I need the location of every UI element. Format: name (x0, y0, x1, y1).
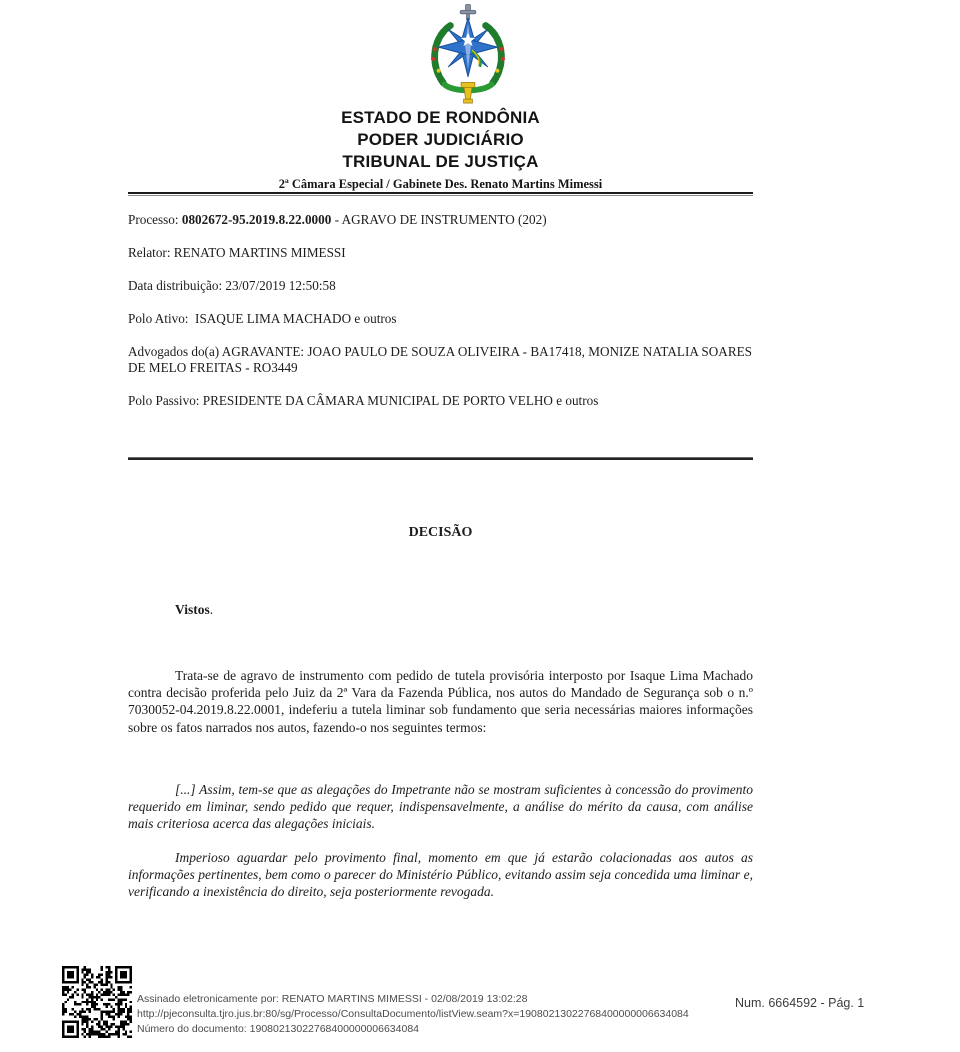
case-info-block (128, 212, 756, 426)
polo-passivo-line: Polo Passivo: PRESIDENTE DA CÂMARA MUNICIPAL DE PORTO VELHO e outros (128, 393, 599, 408)
processo-label: Processo: (128, 212, 182, 227)
header-chamber-line: 2ª Câmara Especial / Gabinete Des. Renato Martins Mimessi (278, 177, 603, 191)
document-header (128, 107, 753, 192)
quoted-paragraph-2: Imperioso aguardar pelo provimento final, momento em que já estarão colacionadas aos autos as informações pertinentes, bem como o parecer do Ministério Público, evitando assim seja concedida uma liminar e, verificando a inexistência do direito, seja posteriormente revogada. (128, 850, 753, 900)
processo-line (128, 212, 753, 228)
quoted-paragraph-1: [...] Assim, tem-se que as alegações do Impetrante não se mostram suficientes à concessão do provimento requerido em liminar, sendo pedido que requer, indispensavelmente, a análise do mérito da causa, com análise mais criteriosa acerca das alegações iniciais. (128, 782, 753, 832)
data-distribuicao-line: Data distribuição: 23/07/2019 12:50:58 (128, 278, 336, 293)
processo-number: 0802672-95.2019.8.22.0000 (181, 212, 332, 227)
header-state-line: ESTADO DE RONDÔNIA (341, 108, 540, 127)
polo-ativo-line: Polo Ativo: ISAQUE LIMA MACHADO e outros (128, 311, 397, 326)
processo-type: - AGRAVO DE INSTRUMENTO (202) (331, 212, 547, 227)
advogados-line: Advogados do(a) AGRAVANTE: JOAO PAULO DE SOUZA OLIVEIRA - BA17418, MONIZE NATALIA SOARES DE MELO FREITAS - RO3449 (128, 344, 756, 375)
header-divider (128, 192, 753, 197)
document-number-line: Número do documento: 19080213022768400000006634084 (137, 1023, 419, 1035)
relator-line: Relator: RENATO MARTINS MIMESSI (128, 245, 346, 260)
intro-paragraph: Trata-se de agravo de instrumento com pedido de tutela provisória interposto por Isaque Lima Machado contra decisão proferida pelo Juiz da 2ª Vara da Fazenda Pública, nos autos do Mandado de Segurança sob o n.º 7030052-04.2019.8.22.0001, indeferiu a tutela liminar sob fundamento que seria necessárias maiores informações sobre os fatos narrados nos autos, fazendo-o nos seguintes termos: (128, 668, 753, 735)
signature-block (137, 992, 737, 1037)
signature-line: Assinado eletronicamente por: RENATO MARTINS MIMESSI - 02/08/2019 13:02:28 (137, 993, 528, 1005)
header-court-line: TRIBUNAL DE JUSTIÇA (342, 152, 539, 171)
section-divider (128, 457, 753, 460)
rondonia-coat-of-arms-icon (420, 4, 516, 106)
vistos-word: Vistos (175, 602, 210, 617)
page-number-label: Num. 6664592 - Pág. 1 (735, 996, 865, 1010)
header-judiciary-line: PODER JUDICIÁRIO (357, 130, 524, 149)
qr-code (62, 966, 132, 1038)
vistos-line (128, 601, 753, 618)
decision-title: DECISÃO (408, 525, 473, 540)
vistos-punct: . (209, 602, 214, 617)
verification-url: http://pjeconsulta.tjro.jus.br:80/sg/Processo/ConsultaDocumento/listView.seam?x=19080213022768400000006634084 (137, 1008, 689, 1020)
